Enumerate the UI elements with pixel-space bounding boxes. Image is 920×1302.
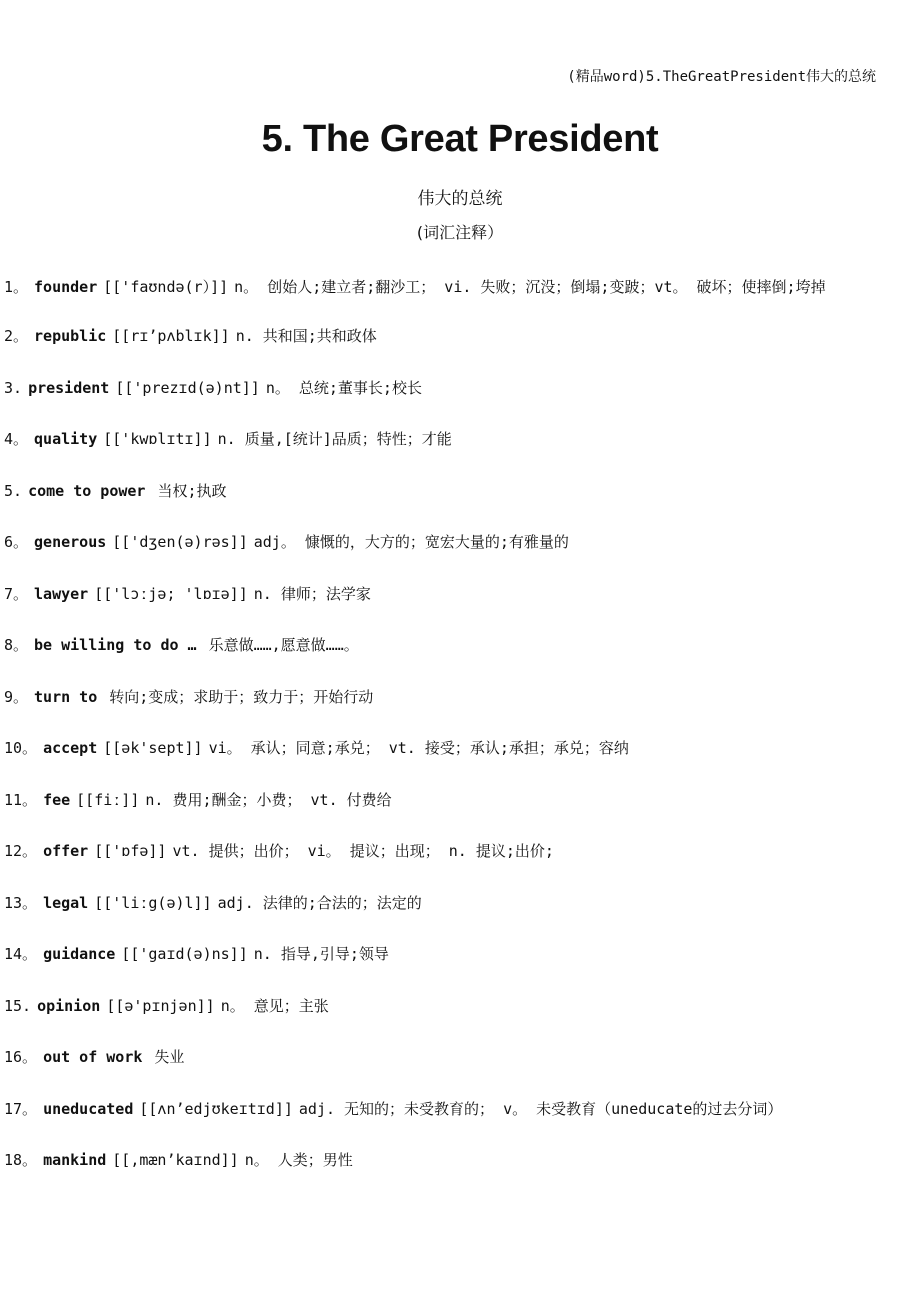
- entry-word: president: [28, 378, 110, 397]
- entry-word: generous: [34, 533, 107, 551]
- vocab-entry: [4, 886, 914, 921]
- entry-word: out of work: [43, 1048, 143, 1066]
- entry-definition: 转向;变成；求助于；致力于；开始行动: [109, 687, 374, 706]
- entry-definition: 失业: [154, 1048, 185, 1066]
- entry-definition: adj. 无知的；未受教育的； v。 未受教育（uneducate的过去分词）: [298, 1099, 783, 1118]
- entry-phonetic: [['kwɒlɪtɪ]]: [103, 430, 212, 448]
- entry-number: 10。: [4, 739, 38, 757]
- vocab-entry: [4, 989, 914, 1024]
- section-note: (词汇注释）: [416, 223, 504, 242]
- vocab-entry: [4, 1143, 914, 1178]
- vocab-entry: [4, 422, 914, 457]
- vocab-entry: [4, 834, 914, 869]
- entry-word: republic: [34, 327, 107, 345]
- entry-phonetic: [['liːg(ə)l]]: [94, 893, 212, 912]
- entry-number: 12。: [4, 842, 38, 860]
- vocab-entry: [4, 1092, 914, 1127]
- entry-word: come to power: [28, 481, 146, 500]
- entry-word: legal: [43, 893, 89, 912]
- entry-word: uneducated: [43, 1099, 134, 1118]
- entry-definition: n. 律师；法学家: [253, 584, 371, 603]
- entry-definition: n。 人类；男性: [244, 1151, 353, 1169]
- entry-definition: 乐意做……,愿意做……。: [208, 636, 359, 654]
- entry-definition: n. 共和国;共和政体: [235, 327, 377, 345]
- vocab-entry: [4, 474, 914, 509]
- page-header-note: (精品word)5.TheGreatPresident伟大的总统: [567, 69, 876, 85]
- entry-number: 8。: [4, 636, 29, 654]
- vocab-entry: [4, 1040, 914, 1075]
- vocab-entry: [4, 577, 914, 612]
- entry-phonetic: [[ʌn’edjʊkeɪtɪd]]: [139, 1099, 293, 1118]
- vocab-entry: [4, 525, 914, 560]
- entry-phonetic: [[rɪ’pʌblɪk]]: [112, 327, 230, 345]
- entry-word: be willing to do …: [34, 636, 197, 654]
- entry-phonetic: [['gaɪd(ə)ns]]: [121, 945, 248, 963]
- entry-word: accept: [43, 739, 98, 757]
- vocab-entry: [4, 783, 914, 818]
- entry-number: 15.: [4, 996, 32, 1015]
- entry-phonetic: [['lɔːjə; 'lɒɪə]]: [94, 584, 248, 603]
- entry-definition: adj。 慷慨的，大方的；宽宏大量的;有雅量的: [253, 533, 569, 551]
- entry-phonetic: [['faʊndə(r）]]: [103, 278, 229, 296]
- entry-definition: n。 创始人;建立者;翻沙工； vi. 失败；沉没；倒塌;变跛；vt。 破坏；使摔倒;垮掉: [234, 278, 826, 296]
- entry-word: turn to: [34, 687, 98, 706]
- entry-word: founder: [34, 278, 98, 296]
- entry-word: guidance: [43, 945, 116, 963]
- vocabulary-list: [4, 270, 914, 1195]
- entry-phonetic: [[ək'sept]]: [103, 739, 203, 757]
- entry-definition: n. 指导,引导;领导: [253, 945, 389, 963]
- entry-word: quality: [34, 430, 98, 448]
- entry-definition: n. 费用;酬金；小费； vt. 付费给: [145, 790, 392, 809]
- vocab-entry: [4, 937, 914, 972]
- entry-definition: 当权;执政: [157, 481, 227, 500]
- entry-phonetic: [[fiː]]: [76, 790, 140, 809]
- entry-number: 14。: [4, 945, 38, 963]
- entry-definition: adj. 法律的;合法的；法定的: [217, 893, 422, 912]
- entry-definition: vi。 承认；同意;承兑； vt. 接受；承认;承担；承兑；容纳: [208, 739, 629, 757]
- entry-phonetic: [['dʒen(ə)rəs]]: [112, 533, 248, 551]
- entry-number: 2。: [4, 327, 29, 345]
- entry-number: 5.: [4, 481, 23, 500]
- vocab-entry: [4, 319, 914, 354]
- vocab-entry: [4, 371, 914, 406]
- entry-number: 18。: [4, 1151, 38, 1169]
- entry-definition: n。 总统;董事长;校长: [265, 378, 422, 397]
- entry-number: 3.: [4, 378, 23, 397]
- entry-number: 13。: [4, 893, 38, 912]
- entry-word: opinion: [37, 996, 101, 1015]
- entry-number: 7。: [4, 584, 29, 603]
- vocab-entry: [4, 270, 914, 305]
- entry-number: 1。: [4, 278, 29, 296]
- entry-number: 17。: [4, 1099, 38, 1118]
- entry-number: 6。: [4, 533, 29, 551]
- entry-number: 9。: [4, 687, 29, 706]
- entry-word: lawyer: [34, 584, 89, 603]
- entry-phonetic: [[ə'pɪnjən]]: [106, 996, 215, 1015]
- entry-definition: vt. 提供；出价； vi。 提议；出现； n. 提议;出价;: [172, 842, 554, 860]
- entry-phonetic: [['prezɪd(ə)nt]]: [115, 378, 260, 397]
- document-subtitle: 伟大的总统: [417, 189, 503, 209]
- entry-definition: n。 意见；主张: [220, 996, 329, 1015]
- entry-phonetic: [['ɒfə]]: [94, 842, 167, 860]
- entry-word: offer: [43, 842, 89, 860]
- entry-number: 11。: [4, 790, 38, 809]
- entry-word: mankind: [43, 1151, 107, 1169]
- entry-phonetic: [[,mæn’kaɪnd]]: [112, 1151, 239, 1169]
- entry-number: 4。: [4, 430, 29, 448]
- vocab-entry: [4, 628, 914, 663]
- document-title: 5. The Great President: [261, 118, 659, 160]
- entry-number: 16。: [4, 1048, 38, 1066]
- vocab-entry: [4, 680, 914, 715]
- vocab-entry: [4, 731, 914, 766]
- entry-definition: n. 质量,[统计]品质；特性；才能: [217, 430, 452, 448]
- entry-word: fee: [43, 790, 71, 809]
